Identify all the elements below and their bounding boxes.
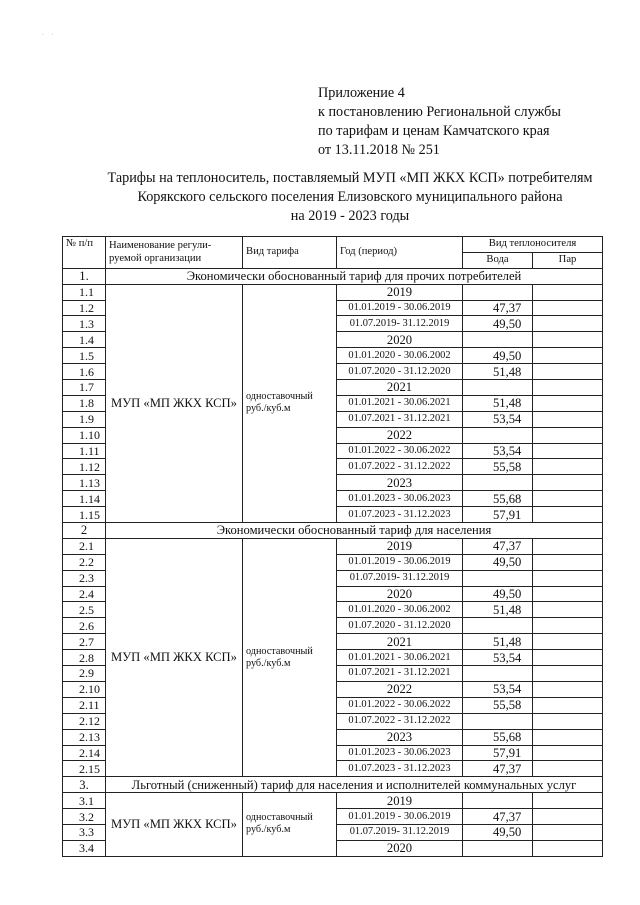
water-tariff-cell: 57,91: [463, 745, 533, 761]
water-tariff-cell: 55,68: [463, 491, 533, 507]
row-number: 1.5: [63, 348, 106, 364]
steam-tariff-cell: [533, 459, 603, 475]
steam-tariff-cell: [533, 634, 603, 650]
period-cell: 01.01.2019 - 30.06.2019: [337, 809, 463, 825]
steam-tariff-cell: [533, 332, 603, 348]
period-cell: 01.07.2020 - 31.12.2020: [337, 364, 463, 380]
water-tariff-cell: 53,54: [463, 681, 533, 697]
period-cell: 01.01.2022 - 30.06.2022: [337, 443, 463, 459]
steam-tariff-cell: [533, 840, 603, 856]
year-cell: 2019: [337, 284, 463, 300]
water-tariff-cell: 53,54: [463, 650, 533, 666]
steam-tariff-cell: [533, 586, 603, 602]
steam-tariff-cell: [533, 666, 603, 682]
row-number: 2.3: [63, 570, 106, 586]
section-number: 1.: [63, 268, 106, 284]
table-body: [63, 268, 603, 856]
row-number: 1.11: [63, 443, 106, 459]
row-number: 1.9: [63, 411, 106, 427]
water-tariff-cell: [463, 618, 533, 634]
row-number: 1.2: [63, 300, 106, 316]
row-number: 1.12: [63, 459, 106, 475]
row-number: 2.10: [63, 681, 106, 697]
year-cell: 2020: [337, 586, 463, 602]
steam-tariff-cell: [533, 793, 603, 809]
period-cell: 01.07.2022 - 31.12.2022: [337, 459, 463, 475]
water-tariff-cell: [463, 570, 533, 586]
row-number: 1.13: [63, 475, 106, 491]
water-tariff-cell: 47,37: [463, 809, 533, 825]
table-row: [63, 793, 603, 809]
water-tariff-cell: 49,50: [463, 824, 533, 840]
appendix-block: [318, 84, 561, 160]
steam-tariff-cell: [533, 713, 603, 729]
steam-tariff-cell: [533, 316, 603, 332]
tariff-table-wrapper: [62, 236, 603, 857]
year-cell: 2023: [337, 729, 463, 745]
steam-tariff-cell: [533, 824, 603, 840]
header-water: Вода: [463, 252, 533, 268]
water-tariff-cell: [463, 713, 533, 729]
appendix-line: к постановлению Региональной службы: [318, 104, 561, 120]
tariff-type: одноставочный руб./куб.м: [243, 538, 337, 776]
header-org: Наименование регули-руемой организации: [106, 237, 243, 269]
year-cell: 2022: [337, 427, 463, 443]
steam-tariff-cell: [533, 761, 603, 777]
row-number: 2.15: [63, 761, 106, 777]
title-line: на 2019 - 2023 годы: [290, 208, 410, 224]
row-number: 2.2: [63, 554, 106, 570]
row-number: 3.1: [63, 793, 106, 809]
row-number: 1.7: [63, 380, 106, 396]
water-tariff-cell: 51,48: [463, 364, 533, 380]
water-tariff-cell: 49,50: [463, 316, 533, 332]
water-tariff-cell: [463, 284, 533, 300]
row-number: 3.4: [63, 840, 106, 856]
steam-tariff-cell: [533, 491, 603, 507]
water-tariff-cell: 55,58: [463, 697, 533, 713]
steam-tariff-cell: [533, 364, 603, 380]
row-number: 1.1: [63, 284, 106, 300]
row-number: 1.8: [63, 395, 106, 411]
steam-tariff-cell: [533, 729, 603, 745]
water-tariff-cell: 57,91: [463, 507, 533, 523]
period-cell: 01.07.2020 - 31.12.2020: [337, 618, 463, 634]
period-cell: 01.01.2020 - 30.06.2002: [337, 602, 463, 618]
row-number: 1.6: [63, 364, 106, 380]
section-title: Экономически обоснованный тариф для прочих потребителей: [106, 268, 603, 284]
row-number: 1.14: [63, 491, 106, 507]
water-tariff-cell: [463, 380, 533, 396]
header-period: Год (период): [337, 237, 463, 269]
water-tariff-cell: [463, 475, 533, 491]
year-cell: 2023: [337, 475, 463, 491]
row-number: 1.3: [63, 316, 106, 332]
period-cell: 01.07.2023 - 31.12.2023: [337, 507, 463, 523]
steam-tariff-cell: [533, 475, 603, 491]
appendix-line: от 13.11.2018 № 251: [318, 142, 440, 158]
water-tariff-cell: 55,68: [463, 729, 533, 745]
period-cell: 01.01.2023 - 30.06.2023: [337, 491, 463, 507]
row-number: 2.9: [63, 666, 106, 682]
row-number: 2.12: [63, 713, 106, 729]
year-cell: 2019: [337, 793, 463, 809]
water-tariff-cell: 49,50: [463, 348, 533, 364]
period-cell: 01.01.2019 - 30.06.2019: [337, 554, 463, 570]
section-title: Льготный (сниженный) тариф для населения и исполнителей коммунальных услуг: [106, 777, 603, 793]
period-cell: 01.07.2021 - 31.12.2021: [337, 411, 463, 427]
row-number: 2.14: [63, 745, 106, 761]
water-tariff-cell: [463, 840, 533, 856]
scan-artifact: · ·: [42, 32, 57, 38]
section-header-row: [63, 523, 603, 539]
row-number: 1.15: [63, 507, 106, 523]
water-tariff-cell: 51,48: [463, 634, 533, 650]
organization-name: МУП «МП ЖКХ КСП»: [106, 793, 243, 857]
year-cell: 2022: [337, 681, 463, 697]
row-number: 2.5: [63, 602, 106, 618]
steam-tariff-cell: [533, 507, 603, 523]
row-number: 1.10: [63, 427, 106, 443]
water-tariff-cell: 49,50: [463, 554, 533, 570]
row-number: 2.4: [63, 586, 106, 602]
steam-tariff-cell: [533, 602, 603, 618]
row-number: 2.8: [63, 650, 106, 666]
water-tariff-cell: 47,37: [463, 761, 533, 777]
water-tariff-cell: [463, 427, 533, 443]
row-number: 3.2: [63, 809, 106, 825]
period-cell: 01.07.2019- 31.12.2019: [337, 570, 463, 586]
water-tariff-cell: 51,48: [463, 395, 533, 411]
row-number: 2.11: [63, 697, 106, 713]
row-number: 3.3: [63, 824, 106, 840]
document-title: [100, 169, 600, 226]
steam-tariff-cell: [533, 650, 603, 666]
row-number: 2.7: [63, 634, 106, 650]
section-number: 3.: [63, 777, 106, 793]
appendix-line: Приложение 4: [318, 85, 405, 101]
row-number: 2.13: [63, 729, 106, 745]
period-cell: 01.01.2019 - 30.06.2019: [337, 300, 463, 316]
water-tariff-cell: 53,54: [463, 411, 533, 427]
row-number: 2.6: [63, 618, 106, 634]
section-number: 2: [63, 523, 106, 539]
period-cell: 01.07.2022 - 31.12.2022: [337, 713, 463, 729]
steam-tariff-cell: [533, 300, 603, 316]
section-header-row: [63, 268, 603, 284]
water-tariff-cell: 49,50: [463, 586, 533, 602]
water-tariff-cell: 47,37: [463, 300, 533, 316]
steam-tariff-cell: [533, 538, 603, 554]
water-tariff-cell: [463, 332, 533, 348]
period-cell: 01.01.2021 - 30.06.2021: [337, 395, 463, 411]
title-line: Тарифы на теплоноситель, поставляемый МУП «МП ЖКХ КСП» потребителям: [107, 170, 593, 186]
tariff-type: одноставочный руб./куб.м: [243, 284, 337, 522]
table-row: [63, 284, 603, 300]
steam-tariff-cell: [533, 380, 603, 396]
steam-tariff-cell: [533, 745, 603, 761]
steam-tariff-cell: [533, 697, 603, 713]
steam-tariff-cell: [533, 284, 603, 300]
period-cell: 01.07.2021 - 31.12.2021: [337, 666, 463, 682]
section-title: Экономически обоснованный тариф для населения: [106, 523, 603, 539]
steam-tariff-cell: [533, 411, 603, 427]
section-header-row: [63, 777, 603, 793]
year-cell: 2020: [337, 840, 463, 856]
tariff-table: [62, 236, 603, 857]
year-cell: 2021: [337, 634, 463, 650]
header-coolant-type: Вид теплоносителя: [463, 237, 603, 253]
row-number: 1.4: [63, 332, 106, 348]
steam-tariff-cell: [533, 348, 603, 364]
period-cell: 01.01.2023 - 30.06.2023: [337, 745, 463, 761]
water-tariff-cell: 55,58: [463, 459, 533, 475]
header-num: № п/п: [63, 237, 106, 269]
organization-name: МУП «МП ЖКХ КСП»: [106, 284, 243, 522]
organization-name: МУП «МП ЖКХ КСП»: [106, 538, 243, 776]
year-cell: 2019: [337, 538, 463, 554]
period-cell: 01.07.2019- 31.12.2019: [337, 824, 463, 840]
table-row: [63, 538, 603, 554]
header-steam: Пар: [533, 252, 603, 268]
period-cell: 01.01.2021 - 30.06.2021: [337, 650, 463, 666]
steam-tariff-cell: [533, 427, 603, 443]
steam-tariff-cell: [533, 570, 603, 586]
year-cell: 2020: [337, 332, 463, 348]
period-cell: 01.01.2022 - 30.06.2022: [337, 697, 463, 713]
water-tariff-cell: [463, 666, 533, 682]
steam-tariff-cell: [533, 681, 603, 697]
water-tariff-cell: 53,54: [463, 443, 533, 459]
period-cell: 01.07.2019- 31.12.2019: [337, 316, 463, 332]
steam-tariff-cell: [533, 618, 603, 634]
steam-tariff-cell: [533, 395, 603, 411]
period-cell: 01.01.2020 - 30.06.2002: [337, 348, 463, 364]
header-type: Вид тарифа: [243, 237, 337, 269]
tariff-type: одноставочный руб./куб.м: [243, 793, 337, 857]
steam-tariff-cell: [533, 443, 603, 459]
year-cell: 2021: [337, 380, 463, 396]
steam-tariff-cell: [533, 809, 603, 825]
water-tariff-cell: [463, 793, 533, 809]
water-tariff-cell: 47,37: [463, 538, 533, 554]
water-tariff-cell: 51,48: [463, 602, 533, 618]
title-line: Корякского сельского поселения Елизовского муниципального района: [137, 189, 563, 205]
appendix-line: по тарифам и ценам Камчатского края: [318, 123, 550, 139]
steam-tariff-cell: [533, 554, 603, 570]
row-number: 2.1: [63, 538, 106, 554]
period-cell: 01.07.2023 - 31.12.2023: [337, 761, 463, 777]
